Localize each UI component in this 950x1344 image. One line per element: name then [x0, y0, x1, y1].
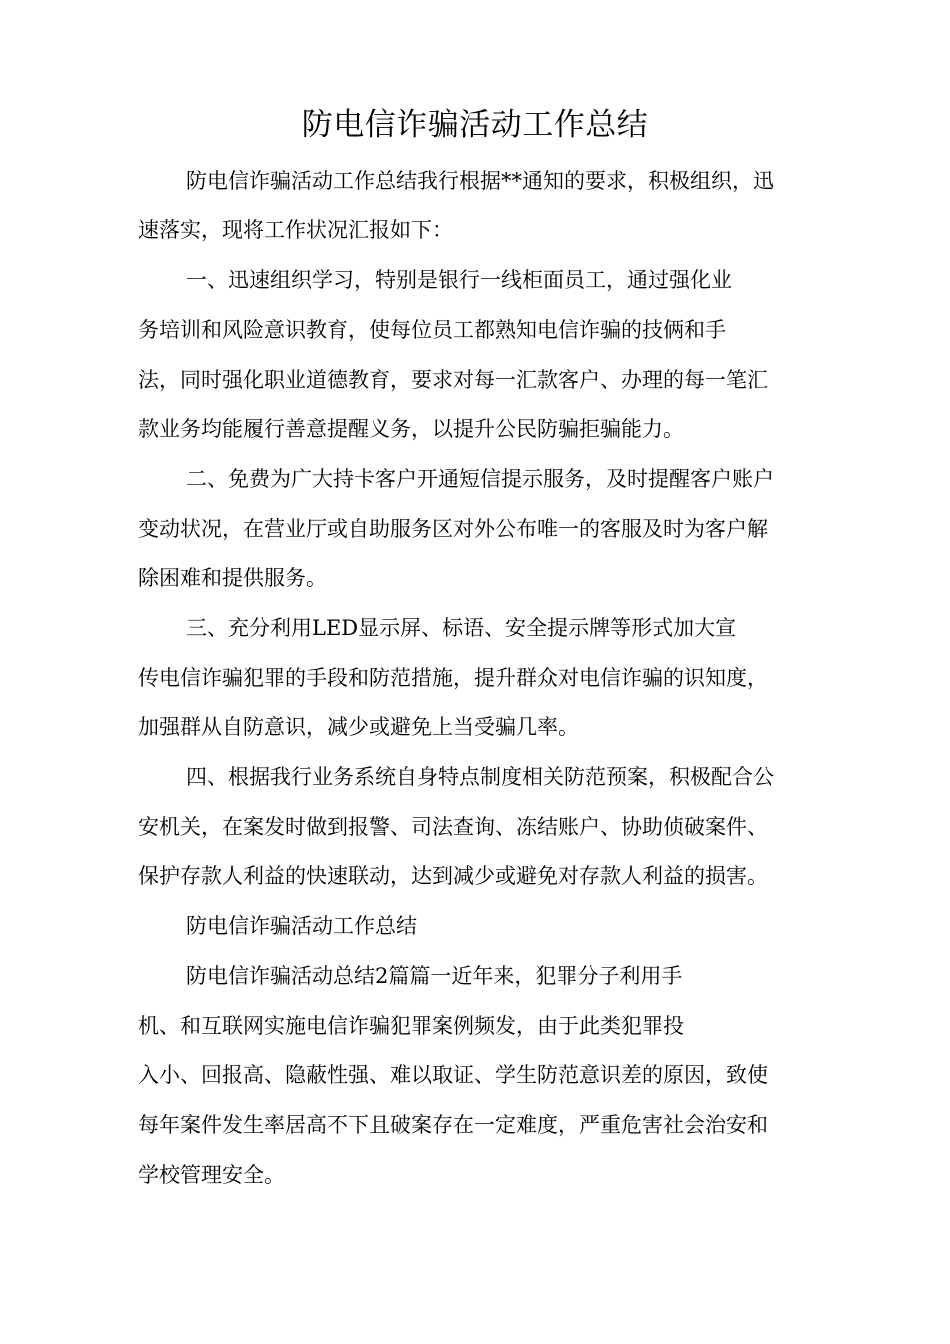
text-line: 务培训和风险意识教育，使每位员工都熟知电信诈骗的技俩和手 [138, 318, 726, 342]
text-line: 机、和互联网实施电信诈骗犯罪案例频发，由于此类犯罪投 [138, 1014, 684, 1038]
text-line: 学校管理安全。 [138, 1163, 285, 1187]
text-line: 四、根据我行业务系统自身特点制度相关防范预案，积极配合公 [186, 765, 774, 789]
text-line: 防电信诈骗活动工作总结我行根据**通知的要求，积极组织，迅 [186, 169, 774, 193]
text-line: 速落实，现将工作状况汇报如下： [138, 218, 453, 242]
text-line: 变动状况，在营业厅或自助服务区对外公布唯一的客服及时为客户解 [138, 517, 768, 541]
text-line: 入小、回报高、隐蔽性强、难以取证、学生防范意识差的原因，致使 [138, 1063, 768, 1087]
text-line: 法，同时强化职业道德教育，要求对每一汇款客户、办理的每一笔汇 [138, 368, 768, 392]
text-line: 每年案件发生率居高不下且破案存在一定难度，严重危害社会治安和 [138, 1113, 768, 1137]
text-line: 传电信诈骗犯罪的手段和防范措施，提升群众对电信诈骗的识知度， [138, 666, 768, 690]
text-line: 防电信诈骗活动总结2篇篇一近年来，犯罪分子利用手 [186, 964, 683, 988]
text-line: 加强群从自防意识，减少或避免上当受骗几率。 [138, 715, 579, 739]
text-line: 除困难和提供服务。 [138, 566, 327, 590]
document-title: 防电信诈骗活动工作总结 [301, 107, 649, 143]
text-line: 款业务均能履行善意提醒义务，以提升公民防骗拒骗能力。 [138, 417, 684, 441]
text-line: 安机关，在案发时做到报警、司法查询、冻结账户、协助侦破案件、 [138, 815, 768, 839]
text-line: 一、迅速组织学习，特别是银行一线柜面员工，通过强化业 [186, 268, 732, 292]
text-line: 二、免费为广大持卡客户开通短信提示服务，及时提醒客户账户 [186, 467, 774, 491]
text-line: 三、充分利用LED显示屏、标语、安全提示牌等形式加大宣 [186, 616, 737, 640]
text-line: 保护存款人利益的快速联动，达到减少或避免对存款人利益的损害。 [138, 864, 768, 888]
text-line: 防电信诈骗活动工作总结 [186, 914, 417, 938]
